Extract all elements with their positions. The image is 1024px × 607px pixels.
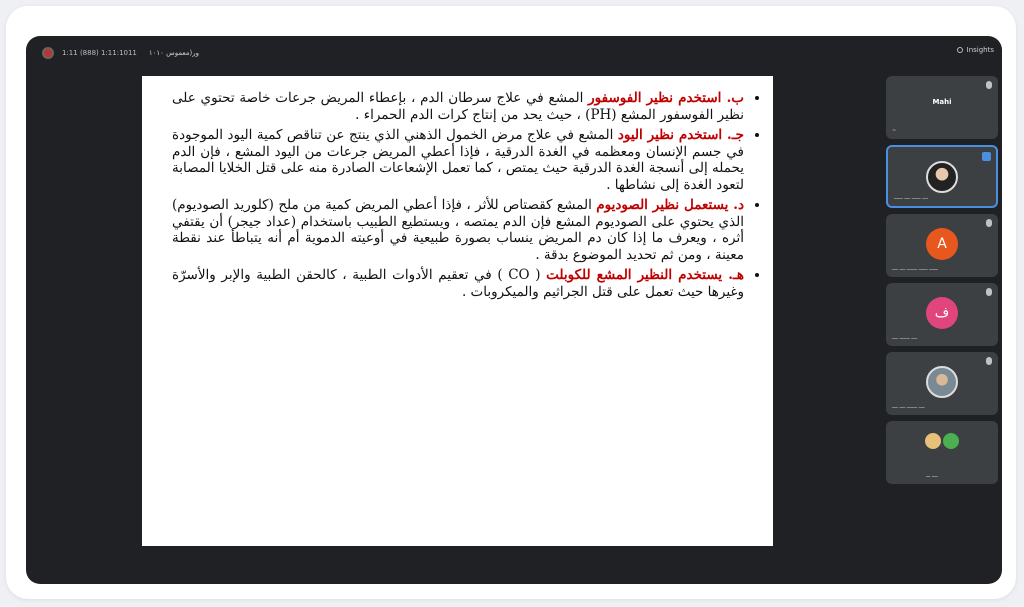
info-icon[interactable] (957, 47, 963, 53)
participant-tile[interactable] (886, 214, 998, 277)
topbar-right-label: Insights (966, 46, 994, 54)
mic-icon (986, 219, 992, 227)
screenshot-frame (6, 6, 1016, 599)
bullet-highlight: د. يستعمل نظير الصوديوم (596, 197, 744, 213)
slide-bullet (172, 127, 744, 193)
participant-avatar (926, 366, 958, 398)
meeting-window (26, 36, 1002, 584)
participant-tile[interactable] (886, 421, 998, 484)
bullet-highlight: ب. استخدم نظير الفوسفور (588, 90, 744, 106)
mic-icon (986, 357, 992, 365)
participant-name: ــــ ــــــ ــــ ــــــ (894, 195, 929, 201)
meeting-title: ور(معموس ١٠١٠ (148, 49, 199, 57)
participant-tile[interactable] (886, 283, 998, 346)
bullet-text: المشع كقصتاص للأثر ، فإذا أعطي المريض كمية من ملح (كلوريد الصوديوم) الذي يحتوي على الصوديوم المشع فإن الدم يمتصه ، ويستطيع الطبيب باستخدام (عداد جيجر) أن يقتفي أثره ، ويعرف ما إذا كان دم المريض ينساب بصورة طبيعية في أوعيته الدموية أم أنه يتباطأ عند نقطة معينة ، ومن ثم تحديد الموضوع بدقة . (172, 197, 744, 263)
participant-avatar: A (926, 228, 958, 260)
slide-bullet (172, 197, 744, 263)
meeting-topbar (26, 36, 1002, 70)
bullet-text: المشع في علاج سرطان الدم ، بإعطاء المريض جرعات خاصة تحتوي على نظير الفوسفور المشع (PH) ، حيث يحد من إنتاج كرات الدم الحمراء . (172, 90, 744, 123)
participant-tile[interactable] (886, 76, 998, 139)
participant-name: ــــ ـــــــ ــــ (892, 335, 918, 341)
topbar-right[interactable] (957, 46, 994, 54)
participant-avatar (926, 161, 958, 193)
bullet-highlight: جـ. استخدم نظير اليود (617, 127, 744, 143)
participant-tile[interactable] (886, 352, 998, 415)
participant-tile-active[interactable] (886, 145, 998, 208)
app-logo-icon (42, 47, 54, 59)
participant-name: ــــــ ــــــ ـــــــ ــــ ــــ (892, 266, 938, 272)
mic-icon (986, 288, 992, 296)
pin-icon[interactable] (982, 152, 991, 161)
meeting-time: 1:11 (888) 1:11:1011 (62, 49, 137, 57)
participants-sidebar (886, 76, 998, 536)
participant-label: Mahi (932, 98, 952, 106)
participant-name: ــــ ـــ (926, 473, 938, 479)
slide-text (172, 90, 758, 304)
participant-name: ~ (892, 128, 897, 134)
emoji-icon (925, 433, 941, 449)
bullet-text: المشع في علاج مرض الخمول الذهني الذي ينتج عن تناقص كمية اليود الموجودة في جسم الإنسان ومعظمه في الغدة الدرقية ، فإذا أعطي المريض جرعات من اليود المشع ، فإن الدم يحمله إلى أنسجة الغدة الدرقية حيث يمتص ، كما تعمل الإشعاعات الصادرة منه على قتل الخلايا المصابة لتعود الغدة إلى نشاطها . (172, 127, 744, 193)
participant-avatar (925, 433, 959, 449)
bullet-text: ( CO ) في تعقيم الأدوات الطبية ، كالحقن الطبية والإبر والأسرّة وغيرها حيث تعمل على قتل الجراثيم والميكروبات . (172, 267, 744, 300)
participant-name: ــــ ـــــــ ــــ ــــ (892, 404, 925, 410)
emoji-icon (943, 433, 959, 449)
participant-avatar: ف (926, 297, 958, 329)
bullet-highlight: هـ. يستخدم النظير المشع للكوبلت (546, 267, 744, 283)
shared-slide (142, 76, 773, 546)
slide-bullet (172, 267, 744, 300)
mic-icon (986, 81, 992, 89)
slide-bullet (172, 90, 744, 123)
